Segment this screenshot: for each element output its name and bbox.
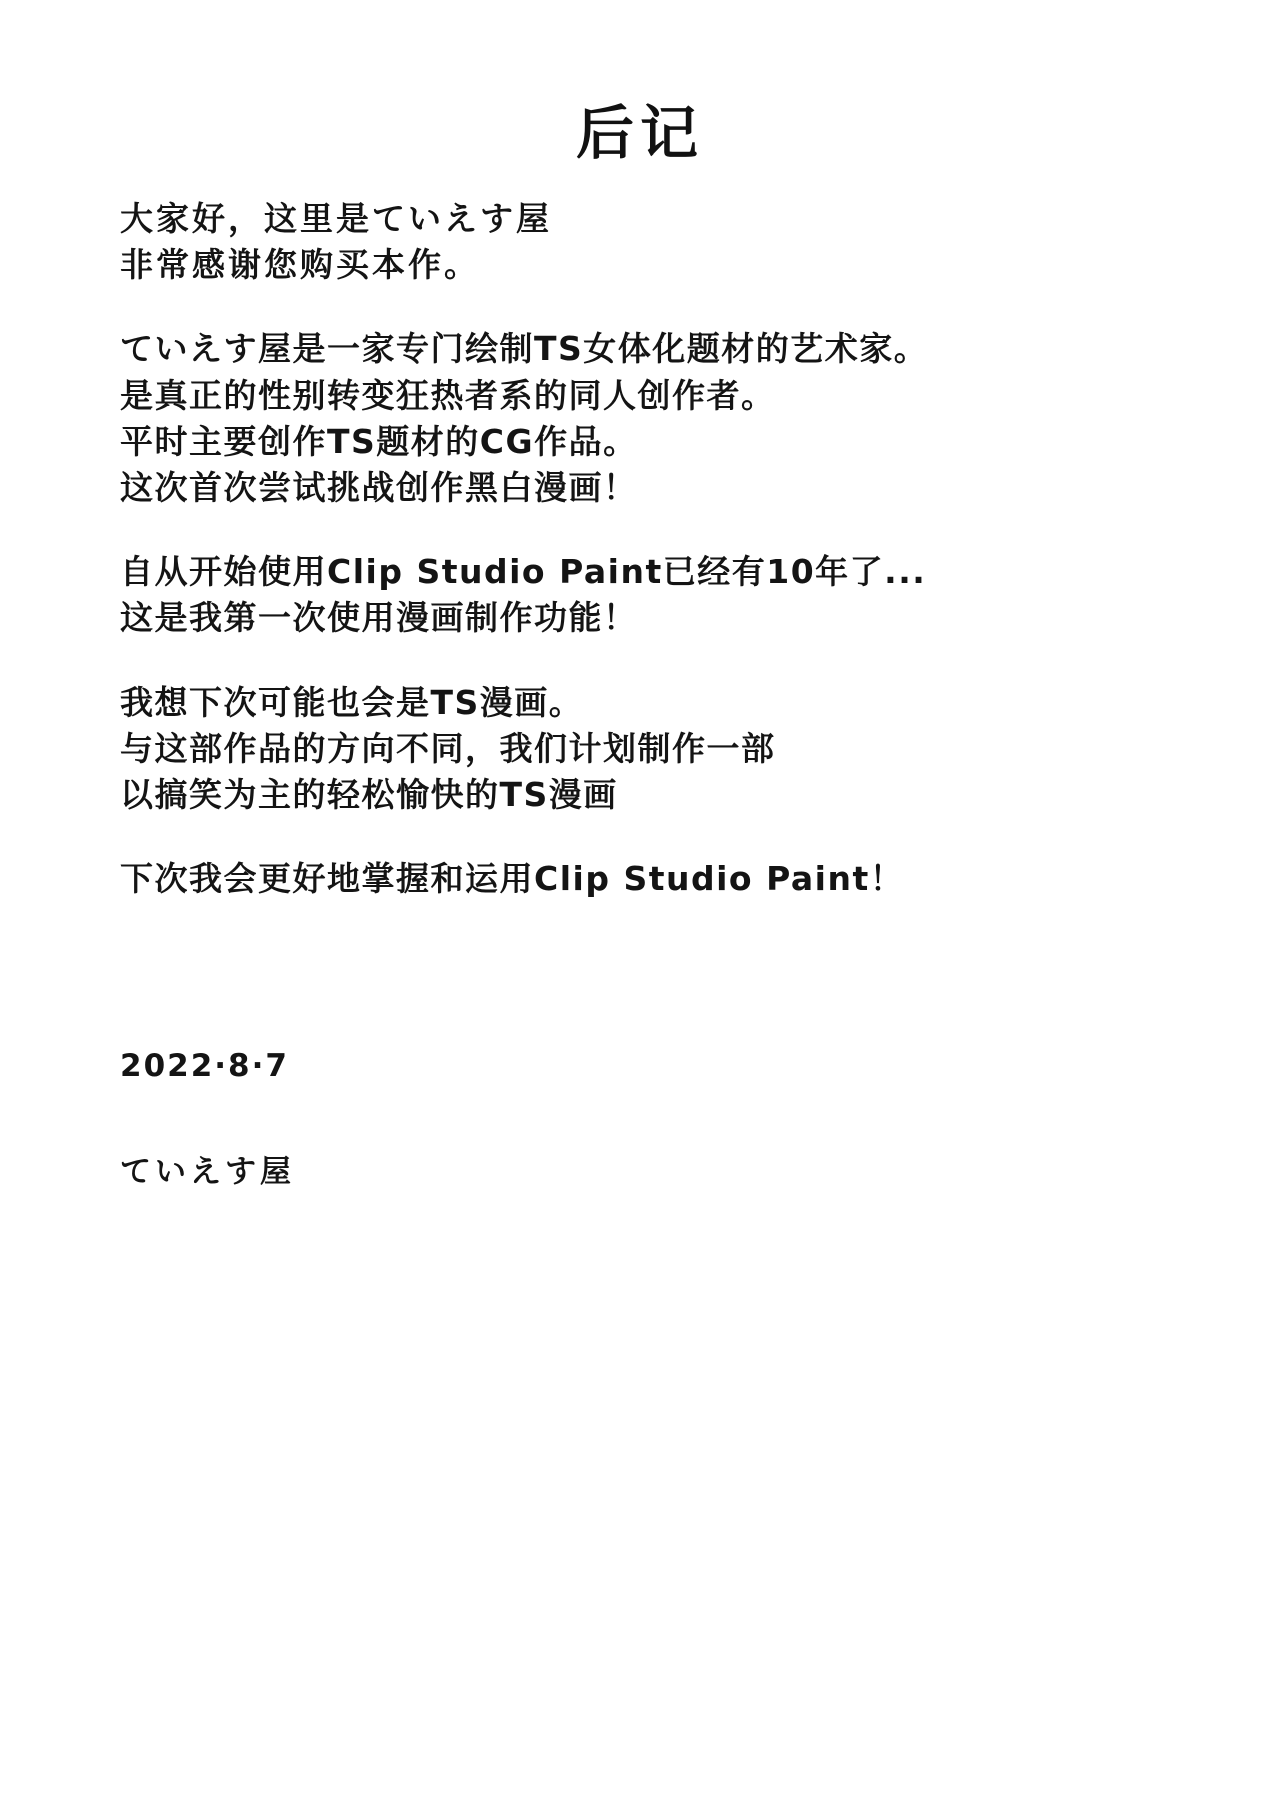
signature-name: ていえす屋 — [120, 1154, 295, 1190]
text-line: 与这部作品的方向不同，我们计划制作一部 — [120, 728, 776, 768]
page-title: 后记 — [575, 99, 704, 167]
text-line: 大家好，这里是ていえす屋 — [120, 199, 552, 238]
paragraph-next-plan — [120, 680, 1160, 819]
paragraph-closing — [120, 856, 1160, 902]
text-line: ていえす屋是一家专门绘制TS女体化题材的艺术家。 — [120, 329, 929, 369]
text-line: 这次首次尝试挑战创作黑白漫画！ — [120, 467, 638, 507]
paragraph-about-artist — [120, 326, 1160, 511]
text-line: 下次我会更好地掌握和运用Clip Studio Paint！ — [120, 859, 905, 899]
text-line: 我想下次可能也会是TS漫画。 — [120, 682, 584, 722]
text-line: 平时主要创作TS题材的CG作品。 — [120, 421, 638, 461]
text-line: 非常感谢您购买本作。 — [120, 245, 480, 285]
paragraph-software-history — [120, 549, 1160, 641]
text-line: 是真正的性别转变狂热者系的同人创作者。 — [120, 375, 776, 415]
paragraph-greeting — [120, 196, 1160, 288]
afterword-body — [120, 196, 1160, 940]
signature-block — [120, 1048, 920, 1191]
text-line: 自从开始使用Clip Studio Paint已经有10年了... — [120, 552, 927, 592]
signature-date: 2022·8·7 — [120, 1048, 289, 1084]
text-line: 以搞笑为主的轻松愉快的TS漫画 — [120, 774, 618, 814]
text-line: 这是我第一次使用漫画制作功能！ — [120, 598, 638, 638]
